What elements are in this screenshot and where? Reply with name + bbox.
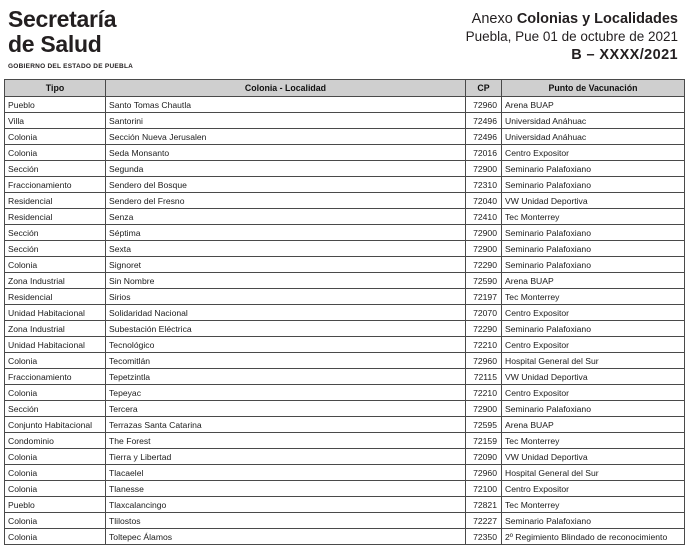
cell-colonia-localidad: Toltepec Álamos: [106, 529, 466, 545]
cell-tipo: Pueblo: [5, 97, 106, 113]
cell-tipo: Fraccionamiento: [5, 177, 106, 193]
cell-punto-vacunacion: 2º Regimiento Blindado de reconocimiento: [502, 529, 685, 545]
cell-punto-vacunacion: Universidad Anáhuac: [502, 113, 685, 129]
cell-tipo: Sección: [5, 401, 106, 417]
brand-line-2: de Salud: [8, 31, 102, 57]
cell-punto-vacunacion: VW Unidad Deportiva: [502, 449, 685, 465]
cell-tipo: Villa: [5, 113, 106, 129]
cell-punto-vacunacion: Arena BUAP: [502, 97, 685, 113]
table-row: [5, 177, 685, 193]
table-row: [5, 289, 685, 305]
document-place-date: Puebla, Pue 01 de octubre de 2021: [465, 29, 678, 44]
cell-colonia-localidad: Sendero del Fresno: [106, 193, 466, 209]
cell-colonia-localidad: Sin Nombre: [106, 273, 466, 289]
cell-cp: 72960: [466, 465, 502, 481]
cell-punto-vacunacion: Centro Expositor: [502, 481, 685, 497]
table-row: [5, 129, 685, 145]
cell-colonia-localidad: Tlacaelel: [106, 465, 466, 481]
cell-punto-vacunacion: VW Unidad Deportiva: [502, 193, 685, 209]
table-row: [5, 497, 685, 513]
cell-punto-vacunacion: Hospital General del Sur: [502, 353, 685, 369]
cell-tipo: Zona Industrial: [5, 273, 106, 289]
brand-subtitle: GOBIERNO DEL ESTADO DE PUEBLA: [8, 63, 134, 70]
table-row: [5, 465, 685, 481]
cell-tipo: Fraccionamiento: [5, 369, 106, 385]
brand-line-1: Secretaría: [8, 6, 117, 32]
cell-cp: 72590: [466, 273, 502, 289]
cell-tipo: Unidad Habitacional: [5, 305, 106, 321]
cell-punto-vacunacion: VW Unidad Deportiva: [502, 369, 685, 385]
cell-punto-vacunacion: Hospital General del Sur: [502, 465, 685, 481]
column-header-tipo: Tipo: [5, 80, 106, 97]
cell-tipo: Sección: [5, 161, 106, 177]
cell-colonia-localidad: Signoret: [106, 257, 466, 273]
document-title-prefix: Anexo: [471, 11, 517, 27]
cell-tipo: Colonia: [5, 257, 106, 273]
cell-tipo: Conjunto Habitacional: [5, 417, 106, 433]
document-title-main: Colonias y Localidades: [516, 11, 678, 27]
cell-cp: 72496: [466, 113, 502, 129]
table-row: [5, 385, 685, 401]
colonias-table: [4, 79, 685, 545]
cell-tipo: Colonia: [5, 513, 106, 529]
cell-punto-vacunacion: Tec Monterrey: [502, 209, 685, 225]
cell-tipo: Unidad Habitacional: [5, 337, 106, 353]
cell-tipo: Colonia: [5, 385, 106, 401]
cell-colonia-localidad: Tepeyac: [106, 385, 466, 401]
cell-cp: 72595: [466, 417, 502, 433]
table-row: [5, 321, 685, 337]
cell-tipo: Colonia: [5, 529, 106, 545]
cell-tipo: Residencial: [5, 209, 106, 225]
table-row: [5, 513, 685, 529]
cell-colonia-localidad: Senza: [106, 209, 466, 225]
table-row: [5, 337, 685, 353]
table-row: [5, 417, 685, 433]
table-row: [5, 481, 685, 497]
table-head: [5, 80, 685, 97]
cell-colonia-localidad: Santo Tomas Chautla: [106, 97, 466, 113]
cell-colonia-localidad: Tepetzintla: [106, 369, 466, 385]
cell-cp: 72900: [466, 161, 502, 177]
cell-colonia-localidad: Tlanesse: [106, 481, 466, 497]
cell-colonia-localidad: Seda Monsanto: [106, 145, 466, 161]
table-row: [5, 145, 685, 161]
cell-punto-vacunacion: Seminario Palafoxiano: [502, 161, 685, 177]
cell-punto-vacunacion: Centro Expositor: [502, 305, 685, 321]
table-row: [5, 193, 685, 209]
cell-colonia-localidad: Tlilostos: [106, 513, 466, 529]
cell-punto-vacunacion: Arena BUAP: [502, 273, 685, 289]
cell-colonia-localidad: Sirios: [106, 289, 466, 305]
table-row: [5, 353, 685, 369]
cell-colonia-localidad: Sexta: [106, 241, 466, 257]
cell-punto-vacunacion: Centro Expositor: [502, 145, 685, 161]
table-row: [5, 257, 685, 273]
document-meta: [466, 10, 678, 65]
cell-cp: 72290: [466, 321, 502, 337]
cell-tipo: Colonia: [5, 481, 106, 497]
cell-punto-vacunacion: Seminario Palafoxiano: [502, 225, 685, 241]
cell-cp: 72227: [466, 513, 502, 529]
institution-brand: [8, 7, 133, 70]
cell-cp: 72210: [466, 385, 502, 401]
document-title: [466, 10, 678, 28]
cell-cp: 72197: [466, 289, 502, 305]
table-row: [5, 241, 685, 257]
table-row: [5, 305, 685, 321]
table-header-row: [5, 80, 685, 97]
column-header-colonia-localidad: Colonia - Localidad: [106, 80, 466, 97]
table-row: [5, 369, 685, 385]
cell-cp: 72821: [466, 497, 502, 513]
table-row: [5, 97, 685, 113]
table-row: [5, 273, 685, 289]
cell-colonia-localidad: Tierra y Libertad: [106, 449, 466, 465]
document-header: [0, 0, 688, 78]
cell-punto-vacunacion: Tec Monterrey: [502, 433, 685, 449]
cell-punto-vacunacion: Centro Expositor: [502, 337, 685, 353]
cell-punto-vacunacion: Seminario Palafoxiano: [502, 513, 685, 529]
cell-tipo: Colonia: [5, 465, 106, 481]
cell-tipo: Condominio: [5, 433, 106, 449]
cell-cp: 72310: [466, 177, 502, 193]
cell-tipo: Colonia: [5, 353, 106, 369]
table-row: [5, 161, 685, 177]
table-row: [5, 401, 685, 417]
table-row: [5, 209, 685, 225]
cell-punto-vacunacion: Seminario Palafoxiano: [502, 177, 685, 193]
cell-tipo: Pueblo: [5, 497, 106, 513]
cell-tipo: Colonia: [5, 449, 106, 465]
cell-tipo: Residencial: [5, 289, 106, 305]
cell-cp: 72900: [466, 225, 502, 241]
cell-tipo: Colonia: [5, 145, 106, 161]
cell-cp: 72290: [466, 257, 502, 273]
table-row: [5, 225, 685, 241]
table-row: [5, 113, 685, 129]
cell-colonia-localidad: Santorini: [106, 113, 466, 129]
table-row: [5, 529, 685, 545]
table-row: [5, 449, 685, 465]
cell-cp: 72016: [466, 145, 502, 161]
cell-cp: 72350: [466, 529, 502, 545]
cell-cp: 72496: [466, 129, 502, 145]
cell-colonia-localidad: The Forest: [106, 433, 466, 449]
table-body: [5, 97, 685, 545]
cell-cp: 72115: [466, 369, 502, 385]
cell-tipo: Sección: [5, 241, 106, 257]
cell-cp: 72960: [466, 97, 502, 113]
cell-cp: 72210: [466, 337, 502, 353]
cell-colonia-localidad: Sección Nueva Jerusalen: [106, 129, 466, 145]
cell-punto-vacunacion: Tec Monterrey: [502, 497, 685, 513]
cell-punto-vacunacion: Universidad Anáhuac: [502, 129, 685, 145]
cell-cp: 72159: [466, 433, 502, 449]
cell-tipo: Sección: [5, 225, 106, 241]
cell-cp: 72900: [466, 241, 502, 257]
cell-colonia-localidad: Segunda: [106, 161, 466, 177]
cell-colonia-localidad: Tecnológico: [106, 337, 466, 353]
cell-punto-vacunacion: Seminario Palafoxiano: [502, 257, 685, 273]
cell-tipo: Colonia: [5, 129, 106, 145]
cell-cp: 72410: [466, 209, 502, 225]
table-container: [4, 79, 684, 545]
cell-punto-vacunacion: Centro Expositor: [502, 385, 685, 401]
cell-colonia-localidad: Terrazas Santa Catarina: [106, 417, 466, 433]
cell-tipo: Residencial: [5, 193, 106, 209]
cell-cp: 72100: [466, 481, 502, 497]
column-header-punto-vacunacion: Punto de Vacunación: [502, 80, 685, 97]
document-folio: B – XXXX/2021: [571, 47, 678, 63]
cell-colonia-localidad: Subestación Eléctrica: [106, 321, 466, 337]
table-row: [5, 433, 685, 449]
cell-punto-vacunacion: Seminario Palafoxiano: [502, 241, 685, 257]
cell-punto-vacunacion: Seminario Palafoxiano: [502, 401, 685, 417]
cell-tipo: Zona Industrial: [5, 321, 106, 337]
cell-colonia-localidad: Solidaridad Nacional: [106, 305, 466, 321]
cell-colonia-localidad: Tecomitlán: [106, 353, 466, 369]
cell-cp: 72070: [466, 305, 502, 321]
column-header-cp: CP: [466, 80, 502, 97]
cell-cp: 72960: [466, 353, 502, 369]
cell-colonia-localidad: Tercera: [106, 401, 466, 417]
cell-colonia-localidad: Tlaxcalancingo: [106, 497, 466, 513]
cell-cp: 72900: [466, 401, 502, 417]
cell-punto-vacunacion: Arena BUAP: [502, 417, 685, 433]
cell-punto-vacunacion: Tec Monterrey: [502, 289, 685, 305]
cell-cp: 72090: [466, 449, 502, 465]
cell-punto-vacunacion: Seminario Palafoxiano: [502, 321, 685, 337]
cell-colonia-localidad: Séptima: [106, 225, 466, 241]
cell-cp: 72040: [466, 193, 502, 209]
cell-colonia-localidad: Sendero del Bosque: [106, 177, 466, 193]
